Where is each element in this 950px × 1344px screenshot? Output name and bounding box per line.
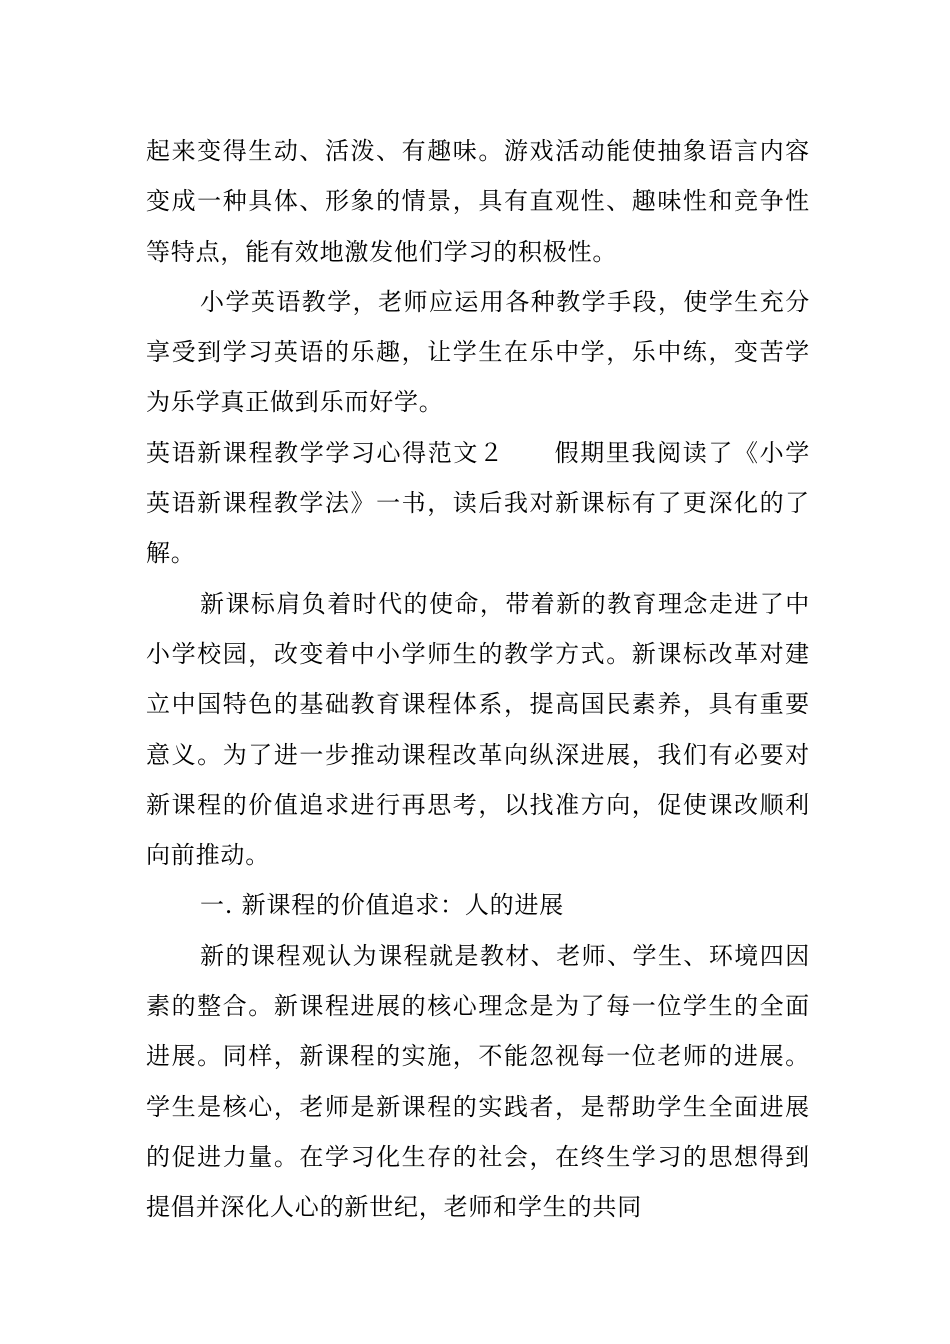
paragraph-new-curriculum: 新课标肩负着时代的使命，带着新的教育理念走进了中小学校园，改变着中小学师生的教学方式。新课标改革对建立中国特色的基础教育课程体系，提高国民素养，具有重要意义。为了进一步推动课程改革向纵深进展，我们有必要对新课程的价值追求进行再思考，以找准方向，促使课改顺利向前推动。 xyxy=(146,589,810,870)
body-text xyxy=(146,126,810,1233)
paragraph-essay-2-intro xyxy=(146,428,810,579)
paragraph-english-teaching: 小学英语教学，老师应运用各种教学手段，使学生充分享受到学习英语的乐趣，让学生在乐中学，乐中练，变苦学为乐学真正做到乐而好学。 xyxy=(146,287,810,417)
paragraph-game-activities: 起来变得生动、活泼、有趣味。游戏活动能使抽象语言内容变成一种具体、形象的情景，具有直观性、趣味性和竞争性等特点，能有效地激发他们学习的积极性。 xyxy=(146,137,810,266)
essay-title: 英语新课程教学学习心得范文２ xyxy=(146,438,505,467)
essay-intro-text: 假期里我阅读了《小学英语新课程教学法》一书，读后我对新课标有了更深化的了解。 xyxy=(146,438,810,568)
section-heading: 一. 新课程的价值追求：人的进展 xyxy=(200,891,565,920)
paragraph-curriculum-view: 新的课程观认为课程就是教材、老师、学生、环境四因素的整合。新课程进展的核心理念是为了每一位学生的全面进展。同样，新课程的实施，不能忽视每一位老师的进展。学生是核心，老师是新课程的实践者，是帮助学生全面进展的促进力量。在学习化生存的社会，在终生学习的思想得到提倡并深化人心的新世纪，老师和学生的共同 xyxy=(146,941,810,1222)
